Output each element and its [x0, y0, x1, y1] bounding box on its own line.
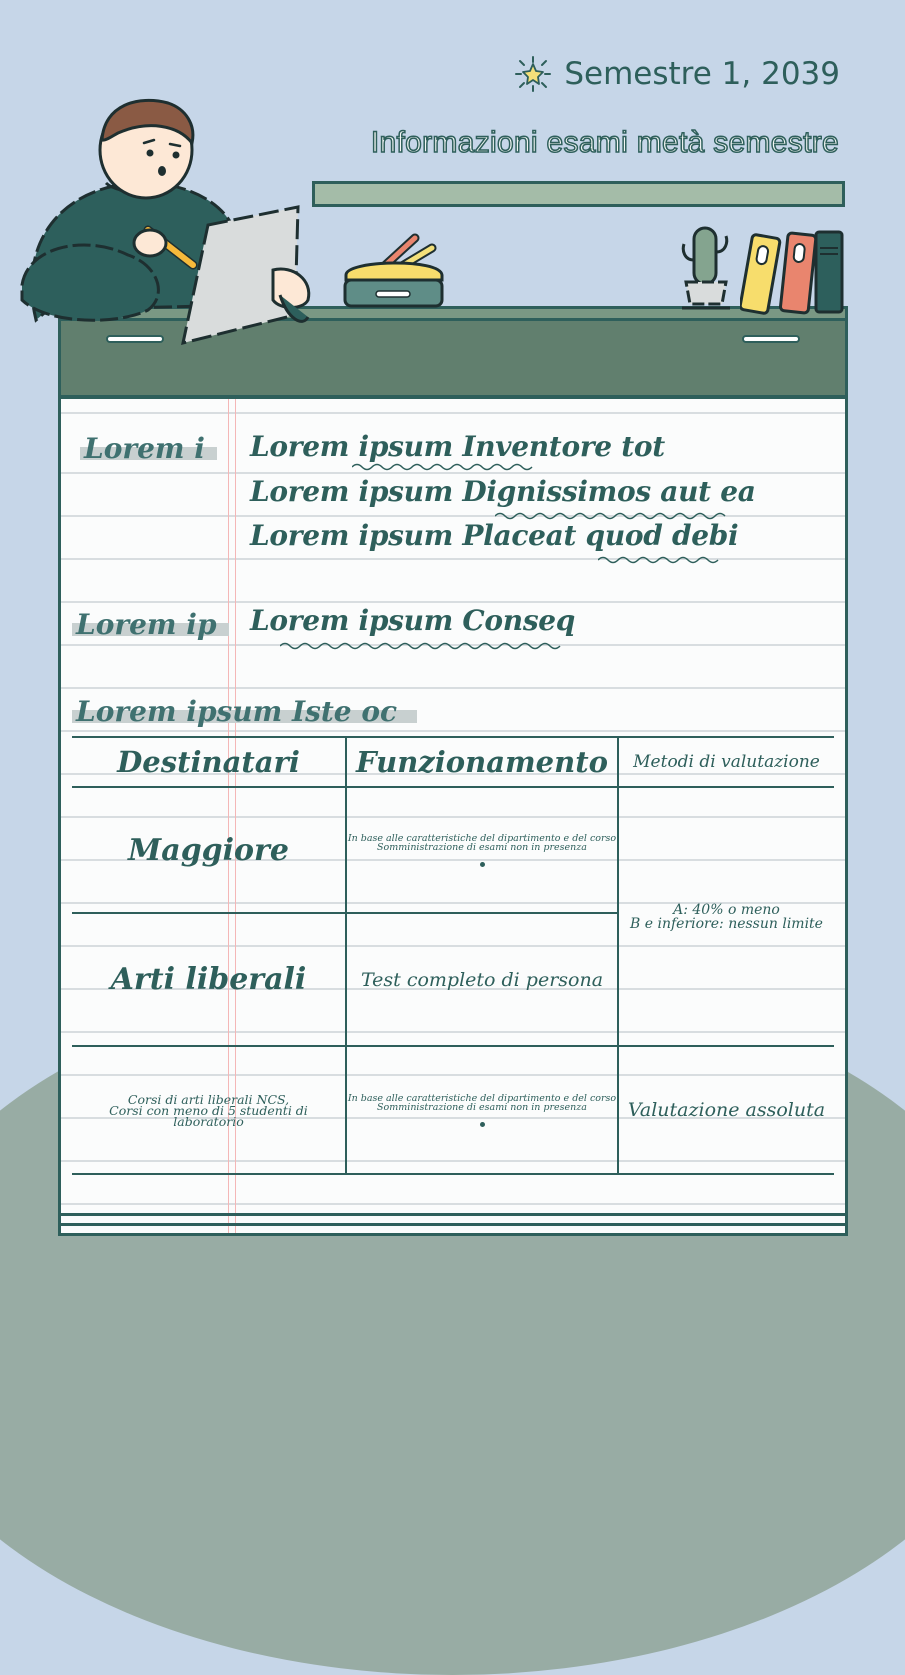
- note-label-2: Lorem ip: [72, 608, 229, 641]
- student-illustration: [18, 95, 318, 355]
- operation-text: In base alle caratteristiche del dipartimento e del corso: [347, 832, 617, 844]
- exam-info-table: [72, 736, 834, 1175]
- title-underline-bar: [312, 181, 845, 207]
- operation-text: Somministrazione di esami non in presenza: [377, 1101, 587, 1113]
- note-line: Lorem ipsum Inventore tot: [250, 430, 665, 463]
- column-header: Metodi di valutazione: [618, 737, 834, 787]
- operation-cell: [346, 787, 618, 913]
- column-header: Funzionamento: [346, 737, 618, 787]
- bullet-dot: [480, 862, 485, 867]
- pencil-case-icon: [340, 230, 450, 312]
- evaluation-cell: Valutazione assoluta: [618, 1046, 834, 1174]
- paper-edge-line: [58, 1223, 848, 1226]
- evaluation-text: B e inferiore: nessun limite: [630, 915, 823, 932]
- bullet-dot: [480, 1122, 485, 1127]
- note-line: Lorem ipsum Conseq: [250, 604, 576, 637]
- page-title: Informazioni esami metà semestre: [370, 126, 839, 159]
- target-text: Corsi con meno di 5 studenti di laboratorio: [109, 1102, 308, 1129]
- wavy-underline: [280, 641, 562, 651]
- evaluation-cell: [618, 787, 834, 1046]
- semester-text: Semestre 1, 2039: [564, 56, 840, 92]
- note-line: Lorem ipsum Placeat quod debi: [250, 519, 739, 552]
- cactus-icon: [676, 222, 736, 314]
- binders-icon: [740, 228, 848, 316]
- paper-edge-line: [58, 1213, 848, 1216]
- sparkle-star-icon: [514, 55, 552, 93]
- note-label-3: Lorem ipsum Iste oc: [72, 695, 417, 728]
- operation-cell: Test completo di persona: [346, 913, 618, 1046]
- desk-handle-right: [742, 335, 800, 343]
- target-cell: Arti liberali: [72, 913, 346, 1046]
- note-label-1: Lorem i: [80, 432, 217, 465]
- target-text: Corsi di arti liberali NCS,: [127, 1091, 290, 1107]
- operation-cell: [346, 1046, 618, 1174]
- note-line: Lorem ipsum Dignissimos aut ea: [250, 475, 756, 508]
- wavy-underline: [352, 462, 542, 472]
- wavy-underline: [495, 511, 735, 521]
- operation-text: Somministrazione di esami non in presenza: [377, 841, 587, 853]
- semester-heading: [514, 52, 840, 96]
- wavy-underline: [598, 555, 726, 565]
- column-header: Destinatari: [72, 737, 346, 787]
- evaluation-text: A: 40% o meno: [673, 901, 780, 918]
- operation-text: In base alle caratteristiche del dipartimento e del corso: [347, 1092, 617, 1104]
- target-cell: [72, 1046, 346, 1174]
- target-cell: Maggiore: [72, 787, 346, 913]
